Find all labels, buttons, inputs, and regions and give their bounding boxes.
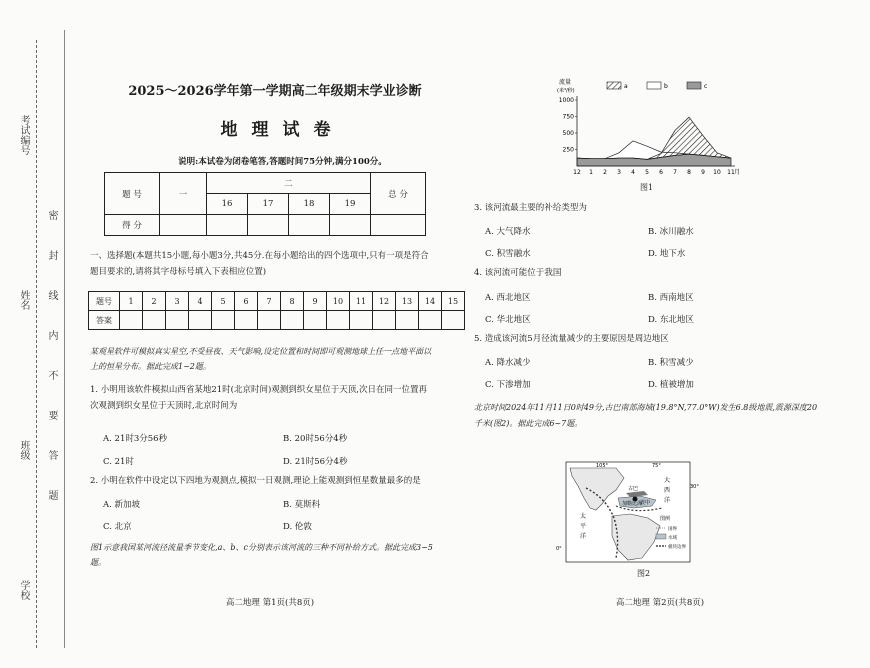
x-axis-label: 月 [734, 169, 740, 176]
x-tick-label: 10 [713, 169, 721, 176]
answer-num-10: 10 [327, 292, 350, 311]
map-atlantic [664, 476, 670, 504]
answer-num-6: 6 [235, 292, 258, 311]
q3-option-c[interactable]: C. 积雪融水 [485, 249, 531, 259]
answer-cell-14[interactable] [419, 311, 442, 330]
score-table [104, 172, 426, 236]
figure-2-map [556, 458, 702, 566]
answer-cell-2[interactable] [143, 311, 166, 330]
score-cell[interactable] [330, 215, 371, 236]
exam-note: 说明:本试卷为闭卷笔答,答题时间75分钟,满分100分。 [178, 157, 387, 167]
answer-cell-3[interactable] [166, 311, 189, 330]
q5-option-c[interactable]: C. 下渗增加 [485, 380, 531, 390]
y-tick-label: 500 [562, 130, 574, 137]
legend-label-c: c [704, 83, 708, 90]
exam-header: 2025～2026学年第一学期高二年级期末学业诊断 [128, 84, 422, 99]
map-legend-border: 国界 [668, 527, 677, 532]
svg-text:西: 西 [664, 487, 671, 494]
answer-num-15: 15 [442, 292, 465, 311]
legend-label-a: a [624, 83, 628, 90]
intro-q6-7: 北京时间2024年11月11日0时49分,古巴南部海域(19.8°N,77.0°W)发生6.8级地震,震源深度20千米(图2)。据此完成6~7题。 [474, 403, 818, 428]
score-cell[interactable] [207, 215, 248, 236]
figure-1-caption: 图1 [640, 183, 654, 192]
q4-option-b[interactable]: B. 西南地区 [648, 293, 694, 303]
seal-line [64, 30, 65, 648]
question-3: 3. 该河流最主要的补给类型为 [474, 203, 587, 213]
figure-2-caption: 图2 [637, 569, 651, 578]
page1-footer: 高二地理 第1页(共8页) [225, 598, 315, 608]
q3-option-d[interactable]: D. 地下水 [648, 249, 686, 259]
map-pacific [580, 512, 586, 540]
answer-num-4: 4 [189, 292, 212, 311]
map-legend-plate: 板块边界 [668, 545, 686, 550]
question-4: 4. 该河流可能位于我国 [474, 268, 562, 278]
score-col-16: 16 [207, 194, 248, 215]
intro-q3-5: 图1示意我国某河流径流量季节变化,a、b、c分别表示该河流的三种不同补给方式。据此完成3~5题。 [90, 543, 433, 568]
map-marker: 震中 [640, 500, 651, 506]
y-tick-label: 1000 [558, 97, 574, 104]
y-tick-label: 250 [562, 146, 574, 154]
answer-num-1: 1 [120, 292, 143, 311]
x-tick-label: 8 [687, 169, 691, 176]
q1-option-c[interactable]: C. 21时 [103, 457, 134, 467]
figure-1-chart [555, 78, 740, 178]
legend-swatch-c [687, 82, 701, 89]
intro-q1-2: 某观星软件可模拟真实星空,不受昼夜、天气影响,设定位置和时间即可观测地球上任一点地平面以上的恒星分布。据此完成1~2题。 [90, 347, 432, 372]
answer-cell-13[interactable] [396, 311, 419, 330]
answer-num-13: 13 [396, 292, 419, 311]
y-tick-label: 750 [562, 113, 574, 121]
svg-text:太: 太 [580, 513, 587, 520]
chart-ylabel: 流量 [559, 79, 572, 86]
answer-cell-6[interactable] [235, 311, 258, 330]
exam-title: 地理试卷 [220, 120, 345, 140]
page2-footer: 高二地理 第2页(共8页) [615, 598, 705, 608]
answer-num-7: 7 [258, 292, 281, 311]
svg-text:洋: 洋 [580, 533, 587, 540]
x-tick-label: 11 [727, 169, 735, 176]
q5-option-b[interactable]: B. 积雪减少 [648, 358, 694, 368]
q1-option-d[interactable]: D. 21时56分4秒 [283, 457, 348, 467]
svg-text:平: 平 [580, 523, 587, 530]
answer-cell-12[interactable] [373, 311, 396, 330]
answer-cell-8[interactable] [281, 311, 304, 330]
map-legend-title: 图例 [660, 516, 671, 522]
svg-text:大: 大 [664, 477, 671, 484]
answer-num-11: 11 [350, 292, 373, 311]
score-col-19: 19 [330, 194, 371, 215]
answer-cell-10[interactable] [327, 311, 350, 330]
x-tick-label: 4 [631, 169, 635, 176]
x-tick-label: 1 [589, 169, 593, 176]
q1-option-b[interactable]: B. 20时56分4秒 [283, 434, 348, 444]
question-1: 1. 小明用该软件模拟山西省某地21时(北京时间)观测到织女星位于天顶,次日在同一位置再次观测到织女星位于天顶时,北京时间为 [90, 385, 427, 412]
score-col-18: 18 [289, 194, 330, 215]
map-lon-75: 75° [652, 463, 661, 469]
q3-option-a[interactable]: A. 大气降水 [485, 227, 531, 237]
q2-option-d[interactable]: D. 伦敦 [283, 522, 312, 532]
name-label: 姓名 [18, 290, 29, 310]
score-cell[interactable] [160, 215, 207, 236]
score-total: 总 分 [371, 173, 426, 215]
x-tick-label: 5 [645, 169, 649, 176]
score-cell[interactable] [289, 215, 330, 236]
map-legend-water: 水域 [668, 536, 677, 541]
answer-num-5: 5 [212, 292, 235, 311]
x-tick-label: 9 [701, 169, 705, 176]
score-part2: 二 [207, 173, 371, 194]
x-tick-label: 3 [617, 169, 621, 176]
legend-label-b: b [664, 83, 668, 90]
q5-option-d[interactable]: D. 植被增加 [648, 380, 694, 390]
map-lat-30: 30° [690, 484, 699, 490]
answer-cell-11[interactable] [350, 311, 373, 330]
legend-swatch-b [647, 82, 661, 89]
answer-table [88, 291, 465, 330]
exam-no-label: 考试编号 [18, 115, 29, 155]
legend-swatch-a [607, 82, 621, 89]
q2-option-b[interactable]: B. 莫斯科 [283, 500, 321, 510]
q2-option-a[interactable]: A. 新加坡 [103, 500, 141, 510]
q4-option-c[interactable]: C. 华北地区 [485, 315, 531, 325]
answer-num-3: 3 [166, 292, 189, 311]
x-tick-label: 2 [603, 169, 607, 176]
score-score-label: 得 分 [105, 215, 160, 236]
answer-num-14: 14 [419, 292, 442, 311]
answer-cell-15[interactable] [442, 311, 465, 330]
answer-cell-9[interactable] [304, 311, 327, 330]
svg-text:洋: 洋 [664, 497, 671, 504]
score-part1: 一 [160, 173, 207, 215]
map-caribbean: 加勒比海 [622, 501, 643, 507]
x-tick-label: 7 [673, 169, 677, 176]
answer-cell-7[interactable] [258, 311, 281, 330]
q4-option-a[interactable]: A. 西北地区 [485, 293, 531, 303]
score-cell[interactable] [371, 215, 426, 236]
q1-option-a[interactable]: A. 21时3分56秒 [103, 434, 168, 444]
answer-cell-1[interactable] [120, 311, 143, 330]
score-cell[interactable] [248, 215, 289, 236]
answer-num-2: 2 [143, 292, 166, 311]
map-cuba: 古巴 [628, 486, 639, 492]
q5-option-a[interactable]: A. 降水减少 [485, 358, 531, 368]
section1-instructions: 一、选择题(本题共15小题,每小题3分,共45分.在每小题给出的四个选项中,只有一项是符合题目要求的,请将其字母标号填入下表相应位置) [90, 251, 429, 278]
question-2: 2. 小明在软件中设定以下四地为观测点,模拟一日观测,理论上能观测到恒星数量最多的是 [90, 476, 421, 486]
x-tick-label: 6 [659, 169, 663, 176]
map-lat-0: 0° [556, 546, 562, 552]
answer-num-12: 12 [373, 292, 396, 311]
chart-unit: (米³/秒) [557, 88, 575, 94]
map-lon-105: 105° [596, 463, 609, 469]
cut-line [36, 40, 37, 648]
q3-option-b[interactable]: B. 冰川融水 [648, 227, 694, 237]
answer-cell-4[interactable] [189, 311, 212, 330]
q2-option-c[interactable]: C. 北京 [103, 522, 132, 532]
score-col-17: 17 [248, 194, 289, 215]
answer-a-label: 答案 [89, 311, 120, 330]
answer-num-8: 8 [281, 292, 304, 311]
score-q-label: 题 号 [105, 173, 160, 215]
q4-option-d[interactable]: D. 东北地区 [648, 315, 694, 325]
x-tick-label: 12 [573, 169, 581, 176]
answer-cell-5[interactable] [212, 311, 235, 330]
answer-q-label: 题号 [89, 292, 120, 311]
chart-legend [607, 82, 707, 90]
question-5: 5. 造成该河流5月径流量减少的主要原因是周边地区 [474, 334, 669, 344]
class-label: 班级 [18, 440, 29, 460]
school-label: 学校 [18, 580, 29, 600]
answer-num-9: 9 [304, 292, 327, 311]
